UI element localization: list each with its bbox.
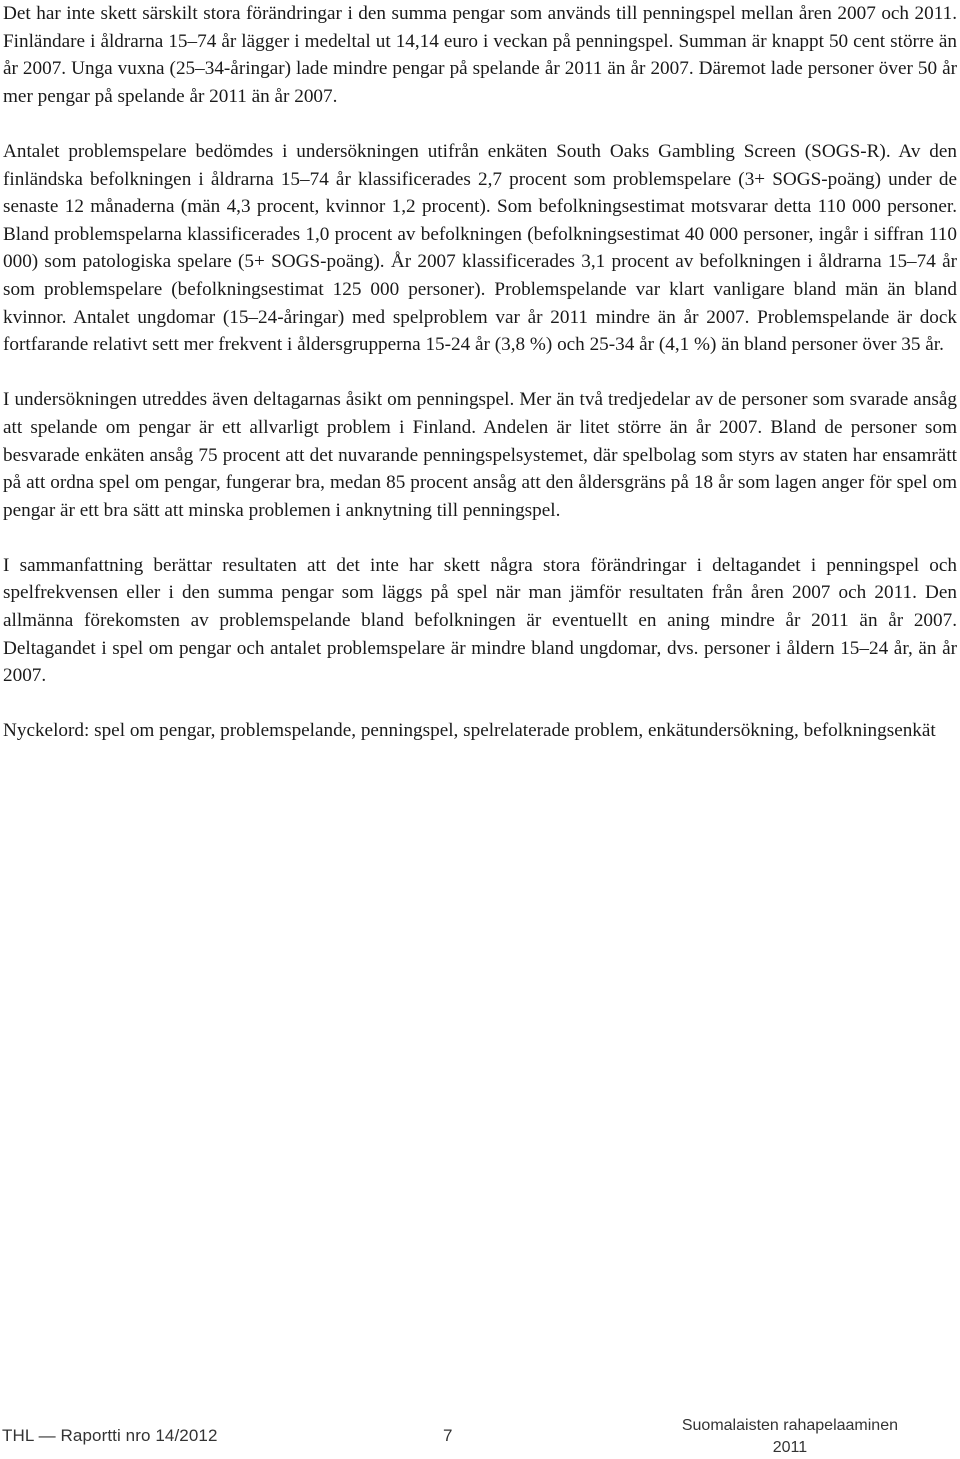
paragraph-opinions: I undersökningen utreddes även deltagarnas åsikt om penningspel. Mer än två tredjedelar av de personer som svarade ansåg att spelande om pengar är ett allvarligt problem i Finland. Andelen är litet större än år 2007. Bland de personer som besvarade enkäten ansåg 75 procent att det nuvarande penningspelsystemet, där spelbolag som styrs av staten har ensamrätt på att ordna spel om pengar, fungerar bra, medan 85 procent ansåg att den åldersgräns på 18 år som lagen anger för spel om pengar är ett bra sätt att minska problemen i anknytning till penningspel. bbox=[3, 389, 957, 521]
footer-report-title-line2: 2011 bbox=[772, 1439, 808, 1456]
paragraph-spending: Det har inte skett särskilt stora förändringar i den summa pengar som används till penningspel mellan åren 2007 och 2011. Finländare i åldrarna 15–74 år lägger i medeltal ut 14,14 euro i veckan på penningspel. Summan är knappt 50 cent större än år 2007. Unga vuxna (25–34-åringar) lade mindre pengar på spelande år 2011 än år 2007. Däremot lade personer över 50 år mer pengar på spelande år 2011 än år 2007. bbox=[3, 3, 957, 107]
footer-report-title-line1: Suomalaisten rahapelaaminen bbox=[681, 1417, 898, 1434]
paragraph-keywords: Nyckelord: spel om pengar, problemspelande, penningspel, spelrelaterade problem, enkätundersökning, befolkningsenkät bbox=[3, 720, 936, 742]
footer-report-title bbox=[682, 1415, 898, 1459]
page-number: 7 bbox=[443, 1426, 453, 1445]
page-footer bbox=[0, 1400, 960, 1454]
paragraph-summary: I sammanfattning berättar resultaten att det inte har skett några stora förändringar i deltagandet i penningspel och spelfrekvensen eller i den summa pengar som läggs på spel när man jämför resultaten från åren 2007 och 2011. Den allmänna förekomsten av problemspelande bland befolkningen är eventuellt en aning mindre år 2011 än år 2007. Deltagandet i spel om pengar och antalet problemspelare är mindre bland ungdomar, dvs. personer i åldern 15–24 år, än år 2007. bbox=[3, 554, 957, 687]
footer-publication: THL — Raportti nro 14/2012 bbox=[2, 1426, 218, 1445]
body-text bbox=[3, 0, 957, 773]
paragraph-problem-gamblers: Antalet problemspelare bedömdes i undersökningen utifrån enkäten South Oaks Gambling Screen (SOGS-R). Av den finländska befolkningen i åldrarna 15–74 år klassificerades 2,7 procent som problemspelare (3+ SOGS-poäng) under de senaste 12 månaderna (män 4,3 procent, kvinnor 1,2 procent). Som befolkningsestimat motsvarar detta 110 000 personer. Bland problemspelarna klassificerades 1,0 procent av befolkningen (befolkningsestimat 40 000 personer, ingår i siffran 110 000) som patologiska spelare (5+ SOGS-poäng). År 2007 klassificerades 3,1 procent av befolkningen i åldrarna 15–74 år som problemspelare (befolkningsestimat 125 000 personer). Problemspelande var klart vanligare bland män än bland kvinnor. Antalet ungdomar (15–24-åringar) med spelproblem var år 2011 mindre än år 2007. Problemspelande är dock fortfarande relativt sett mer frekvent i åldersgrupperna 15-24 år (3,8 %) och 25-34 år (4,1 %) än bland personer över 35 år. bbox=[3, 140, 957, 356]
